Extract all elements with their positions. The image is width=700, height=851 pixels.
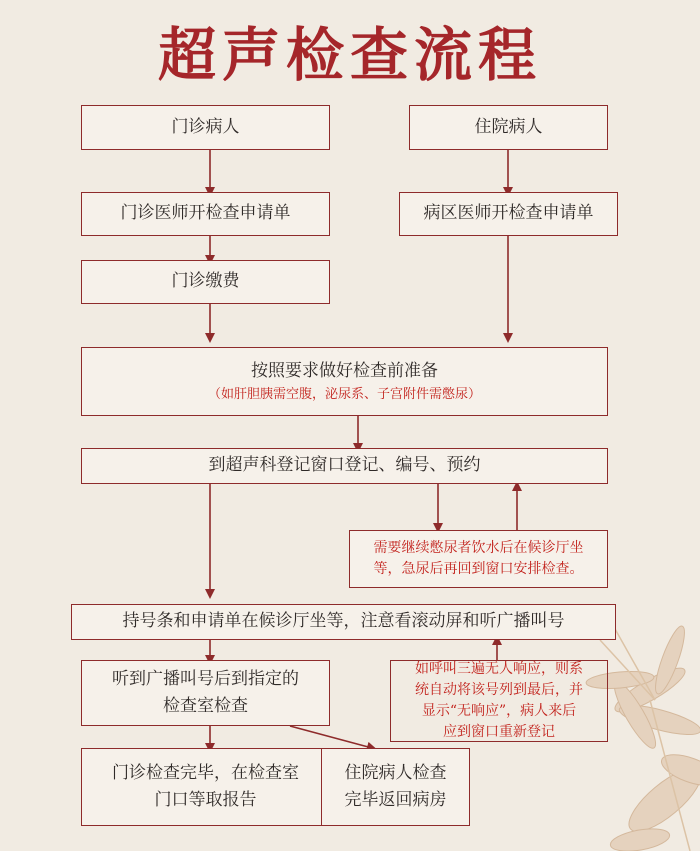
node-inpatient-done: [321, 748, 470, 826]
node-outpatient-done-line2: 门口等取报告: [154, 790, 257, 810]
node-call-note-line1: 如呼叫三遍无人响应，则系: [415, 661, 583, 677]
node-outpatient-request: [81, 192, 330, 236]
node-outpatient-done-line1: 门诊检查完毕，在检查室: [112, 762, 299, 783]
node-ward-request-label: 病区医师开检查申请单: [423, 203, 594, 224]
node-prep-label: 按照要求做好检查前准备: [251, 360, 438, 381]
node-outpatient-done: [81, 748, 330, 826]
node-outpatient-label: 门诊病人: [171, 116, 240, 137]
node-payment: [81, 260, 330, 304]
node-register-label: 到超声科登记窗口登记、编号、预约: [208, 455, 481, 476]
page-title: 超声检查流程: [157, 21, 542, 89]
arrow-room-to-inpatient-done: [290, 726, 372, 748]
node-call-note-line4: 应到窗口重新登记: [443, 724, 555, 740]
node-wait: [71, 604, 616, 640]
node-inpatient: [409, 105, 608, 150]
node-call-note: [390, 660, 608, 742]
node-bladder-note-line2: 等，急尿后再回到窗口安排检查。: [373, 561, 584, 577]
node-prep-note: （如肝胆胰需空腹，泌尿系、子宫附件需憋尿）: [207, 386, 481, 402]
node-goto-room-line1: 听到广播叫号后到指定的: [112, 668, 299, 689]
node-prep: [81, 347, 608, 416]
node-call-note-line2: 统自动将该号列到最后，并: [415, 682, 583, 698]
node-goto-room-line2: 检查室检查: [163, 696, 248, 716]
node-call-note-line3: 显示“无响应”，病人来后: [421, 703, 577, 719]
node-register: [81, 448, 608, 484]
node-bladder-note: [349, 530, 608, 588]
node-outpatient-request-label: 门诊医师开检查申请单: [120, 203, 291, 224]
node-inpatient-done-line1: 住院病人检查: [344, 762, 447, 783]
node-ward-request: [399, 192, 618, 236]
node-wait-label: 持号条和申请单在候诊厅坐等，注意看滚动屏和听广播叫号: [122, 611, 565, 632]
node-payment-label: 门诊缴费: [171, 271, 240, 292]
node-inpatient-label: 住院病人: [474, 116, 543, 137]
node-goto-room: [81, 660, 330, 726]
node-bladder-note-line1: 需要继续憋尿者饮水后在候诊厅坐: [373, 540, 584, 556]
node-inpatient-done-line2: 完毕返回病房: [344, 790, 447, 810]
node-outpatient: [81, 105, 330, 150]
